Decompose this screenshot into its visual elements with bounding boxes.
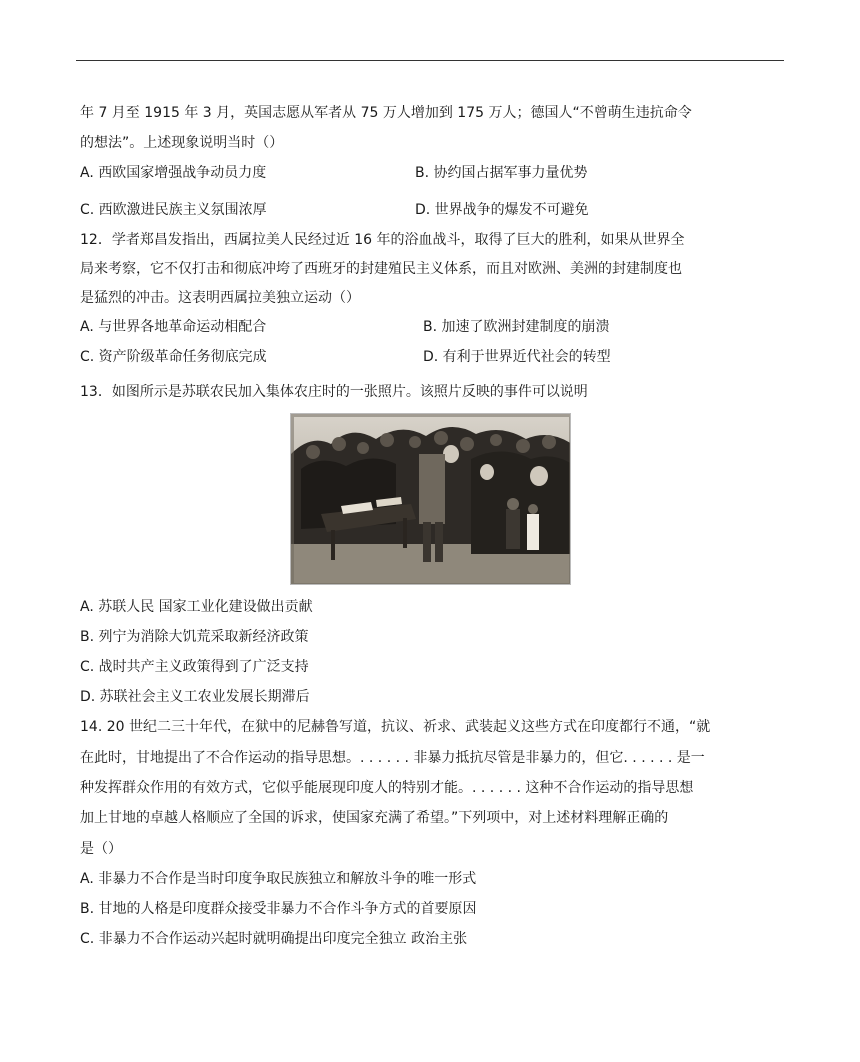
q12-option-b: B. 加速了欧洲封建制度的崩溃: [423, 319, 610, 335]
q12-stem-line-1: 12．学者郑昌发指出，西属拉美人民经过近 16 年的浴血战斗，取得了巨大的胜利，如果从世界全: [80, 232, 685, 248]
collective-farm-photo-image: [291, 414, 571, 585]
q14-option-a: A. 非暴力不合作是当时印度争取民族独立和解放斗争的唯一形式: [80, 871, 477, 887]
q14-stem-line-1: 14. 20 世纪二三十年代，在狱中的尼赫鲁写道，抗议、祈求、武装起义这些方式在印度都行不通，“就: [80, 719, 711, 735]
q13-option-c: C. 战时共产主义政策得到了广泛支持: [80, 659, 309, 675]
q12-stem-line-3: 是猛烈的冲击。这表明西属拉美独立运动（）: [80, 290, 360, 306]
q13-option-d: D. 苏联社会主义工农业发展长期滞后: [80, 689, 310, 705]
q11-stem-line-2: 的想法”。上述现象说明当时（）: [80, 135, 284, 151]
q14-stem-line-3: 种发挥群众作用的有效方式，它似乎能展现印度人的特别才能。. . . . . . 这种不合作运动的指导思想: [80, 780, 694, 796]
q12-option-d: D. 有利于世界近代社会的转型: [423, 349, 611, 365]
q14-stem-line-4: 加上甘地的卓越人格顺应了全国的诉求，使国家充满了希望。”下列项中，对上述材料理解正确的: [80, 810, 669, 826]
q11-stem-line-1: 年 7 月至 1915 年 3 月，英国志愿从军者从 75 万人增加到 175 万人；德国人“不曾萌生违抗命令: [80, 105, 692, 121]
collective-farm-photo: [290, 413, 571, 585]
q11-option-d: D. 世界战争的爆发不可避免: [415, 202, 589, 218]
q13-stem-line-1: 13．如图所示是苏联农民加入集体农庄时的一张照片。该照片反映的事件可以说明: [80, 384, 588, 400]
q14-option-b: B. 甘地的人格是印度群众接受非暴力不合作斗争方式的首要原因: [80, 901, 477, 917]
q12-option-a: A. 与世界各地革命运动相配合: [80, 319, 267, 335]
q11-option-c: C. 西欧激进民族主义氛围浓厚: [80, 202, 267, 218]
q13-option-a: A. 苏联人民 国家工业化建设做出贡献: [80, 599, 313, 615]
q14-stem-line-2: 在此时，甘地提出了不合作运动的指导思想。. . . . . . 非暴力抵抗尽管是非暴力的，但它. . . . . . 是一: [80, 750, 705, 766]
q12-stem-line-2: 局来考察，它不仅打击和彻底冲垮了西班牙的封建殖民主义体系，而且对欧洲、美洲的封建制度也: [80, 261, 682, 277]
q14-option-c: C. 非暴力不合作运动兴起时就明确提出印度完全独立 政治主张: [80, 931, 468, 947]
header-rule: [76, 60, 784, 61]
q13-option-b: B. 列宁为消除大饥荒采取新经济政策: [80, 629, 309, 645]
q14-stem-line-5: 是（）: [80, 841, 122, 857]
q11-option-a: A. 西欧国家增强战争动员力度: [80, 165, 267, 181]
q12-option-c: C. 资产阶级革命任务彻底完成: [80, 349, 267, 365]
q11-option-b: B. 协约国占据军事力量优势: [415, 165, 588, 181]
